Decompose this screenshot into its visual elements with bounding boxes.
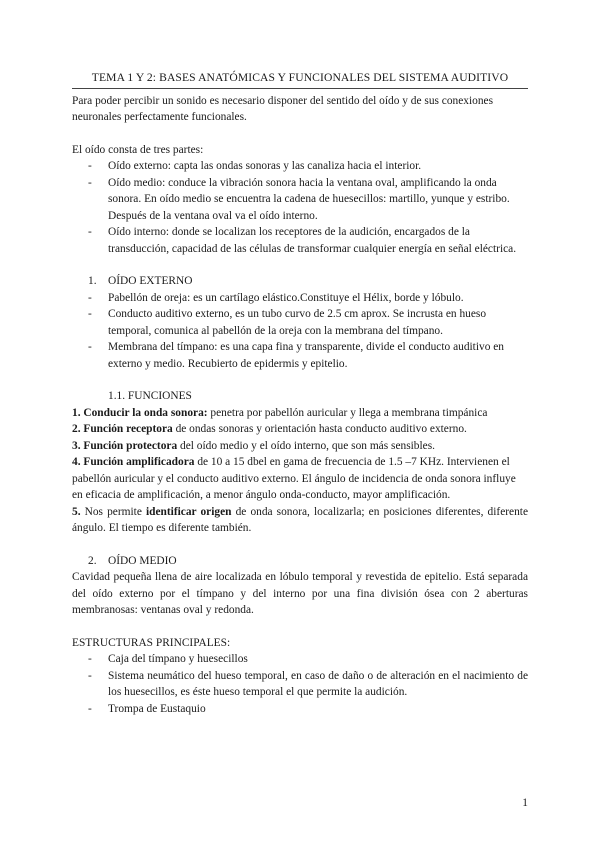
function-text: de onda sonora, localizarla; en posiciones diferentes, diferente ángulo. El tiempo es diferente también. xyxy=(72,505,529,534)
oido-medio-paragraph: Cavidad pequeña llena de aire localizada en lóbulo temporal y revestida de epitelio. Está separada del oído externo por el tímpano y del interno por una fina división ósea con 2 aberturas membranosas: ventanas oval y redonda. xyxy=(72,571,528,616)
function-label: 2. Función receptora xyxy=(72,423,173,435)
list-item: - Conducto auditivo externo, es un tubo curvo de 2.5 cm aprox. Se incrusta en hueso temporal, comunica al pabellón de la oreja con la membrana del tímpano. xyxy=(72,306,528,339)
list-item: - Caja del tímpano y huesecillos xyxy=(72,651,528,668)
structures-list xyxy=(72,651,528,717)
parts-list xyxy=(72,158,528,257)
structures-heading: ESTRUCTURAS PRINCIPALES: xyxy=(72,636,231,649)
function-label: 3. Función protectora xyxy=(72,439,178,452)
document-page xyxy=(72,70,528,717)
list-item: - Oído externo: capta las ondas sonoras y las canaliza hacia el interior. xyxy=(72,158,528,175)
function-number: 5. xyxy=(72,505,85,518)
section-number: 1. xyxy=(88,275,97,287)
section-title: OÍDO MEDIO xyxy=(108,554,177,567)
function-item xyxy=(72,405,528,422)
list-item: - Oído medio: conduce la vibración sonora hacia la ventana oval, amplificando la onda sonora. En oído medio se encuentra la cadena de huesecillos: martillo, yunque y estribo. Después de la ventana oval va el oído interno. xyxy=(72,175,528,225)
list-item: - Membrana del tímpano: es una capa fina y transparente, divide el conducto auditivo en externo y medio. Recubierto de epidermis y epitelio. xyxy=(72,339,528,372)
page-number: 1 xyxy=(522,797,528,809)
list-item: - Sistema neumático del hueso temporal, en caso de daño o de alteración en el nacimiento de los huesecillos, es éste hueso temporal el que permite la audición. xyxy=(72,668,528,701)
oido-externo-list xyxy=(72,290,528,373)
list-item: - Oído interno: donde se localizan los receptores de la audición, encargados de la transducción, capacidad de las células de transformar cualquier energía en señal eléctrica. xyxy=(72,224,528,257)
function-label: 4. Función amplificadora xyxy=(72,456,195,468)
function-item xyxy=(72,504,528,537)
function-label: identificar origen xyxy=(145,505,232,518)
function-text: de ondas sonoras y orientación hasta conducto auditivo externo. xyxy=(172,423,467,435)
subsection-heading-funciones: 1.1. FUNCIONES xyxy=(108,390,192,402)
parts-intro: El oído consta de tres partes: xyxy=(72,143,204,156)
intro-paragraph: Para poder percibir un sonido es necesario disponer del sentido del oído y de sus conexiones neuronales perfectamente funcionales. xyxy=(72,94,494,123)
section-heading-oido-medio xyxy=(72,553,528,570)
function-text: del oído medio y el oído interno, que son más sensibles. xyxy=(177,439,435,452)
function-text: Nos permite xyxy=(84,505,146,518)
document-title: TEMA 1 Y 2: BASES ANATÓMICAS Y FUNCIONALES DEL SISTEMA AUDITIVO xyxy=(72,70,528,89)
section-title: OÍDO EXTERNO xyxy=(108,275,193,287)
function-label: 1. Conducir la onda sonora: xyxy=(72,406,208,419)
function-item xyxy=(72,438,528,455)
function-text: penetra por pabellón auricular y llega a membrana timpánica xyxy=(207,406,488,419)
list-item: - Trompa de Eustaquio xyxy=(72,701,528,718)
function-item xyxy=(72,421,528,438)
function-text: de 10 a 15 dbel en gama de frecuencia de 1.5 –7 KHz. Intervienen el pabellón auricular y el conducto auditivo externo. El ángulo de incidencia de onda sonora influye en eficacia de amplificación, a menor ángulo onda-conducto, mayor amplificación. xyxy=(72,456,516,501)
list-item: - Pabellón de oreja: es un cartílago elástico.Constituye el Hélix, borde y lóbulo. xyxy=(72,290,528,307)
section-number: 2. xyxy=(88,554,97,567)
function-item xyxy=(72,454,528,504)
section-heading-oido-externo xyxy=(72,273,528,290)
